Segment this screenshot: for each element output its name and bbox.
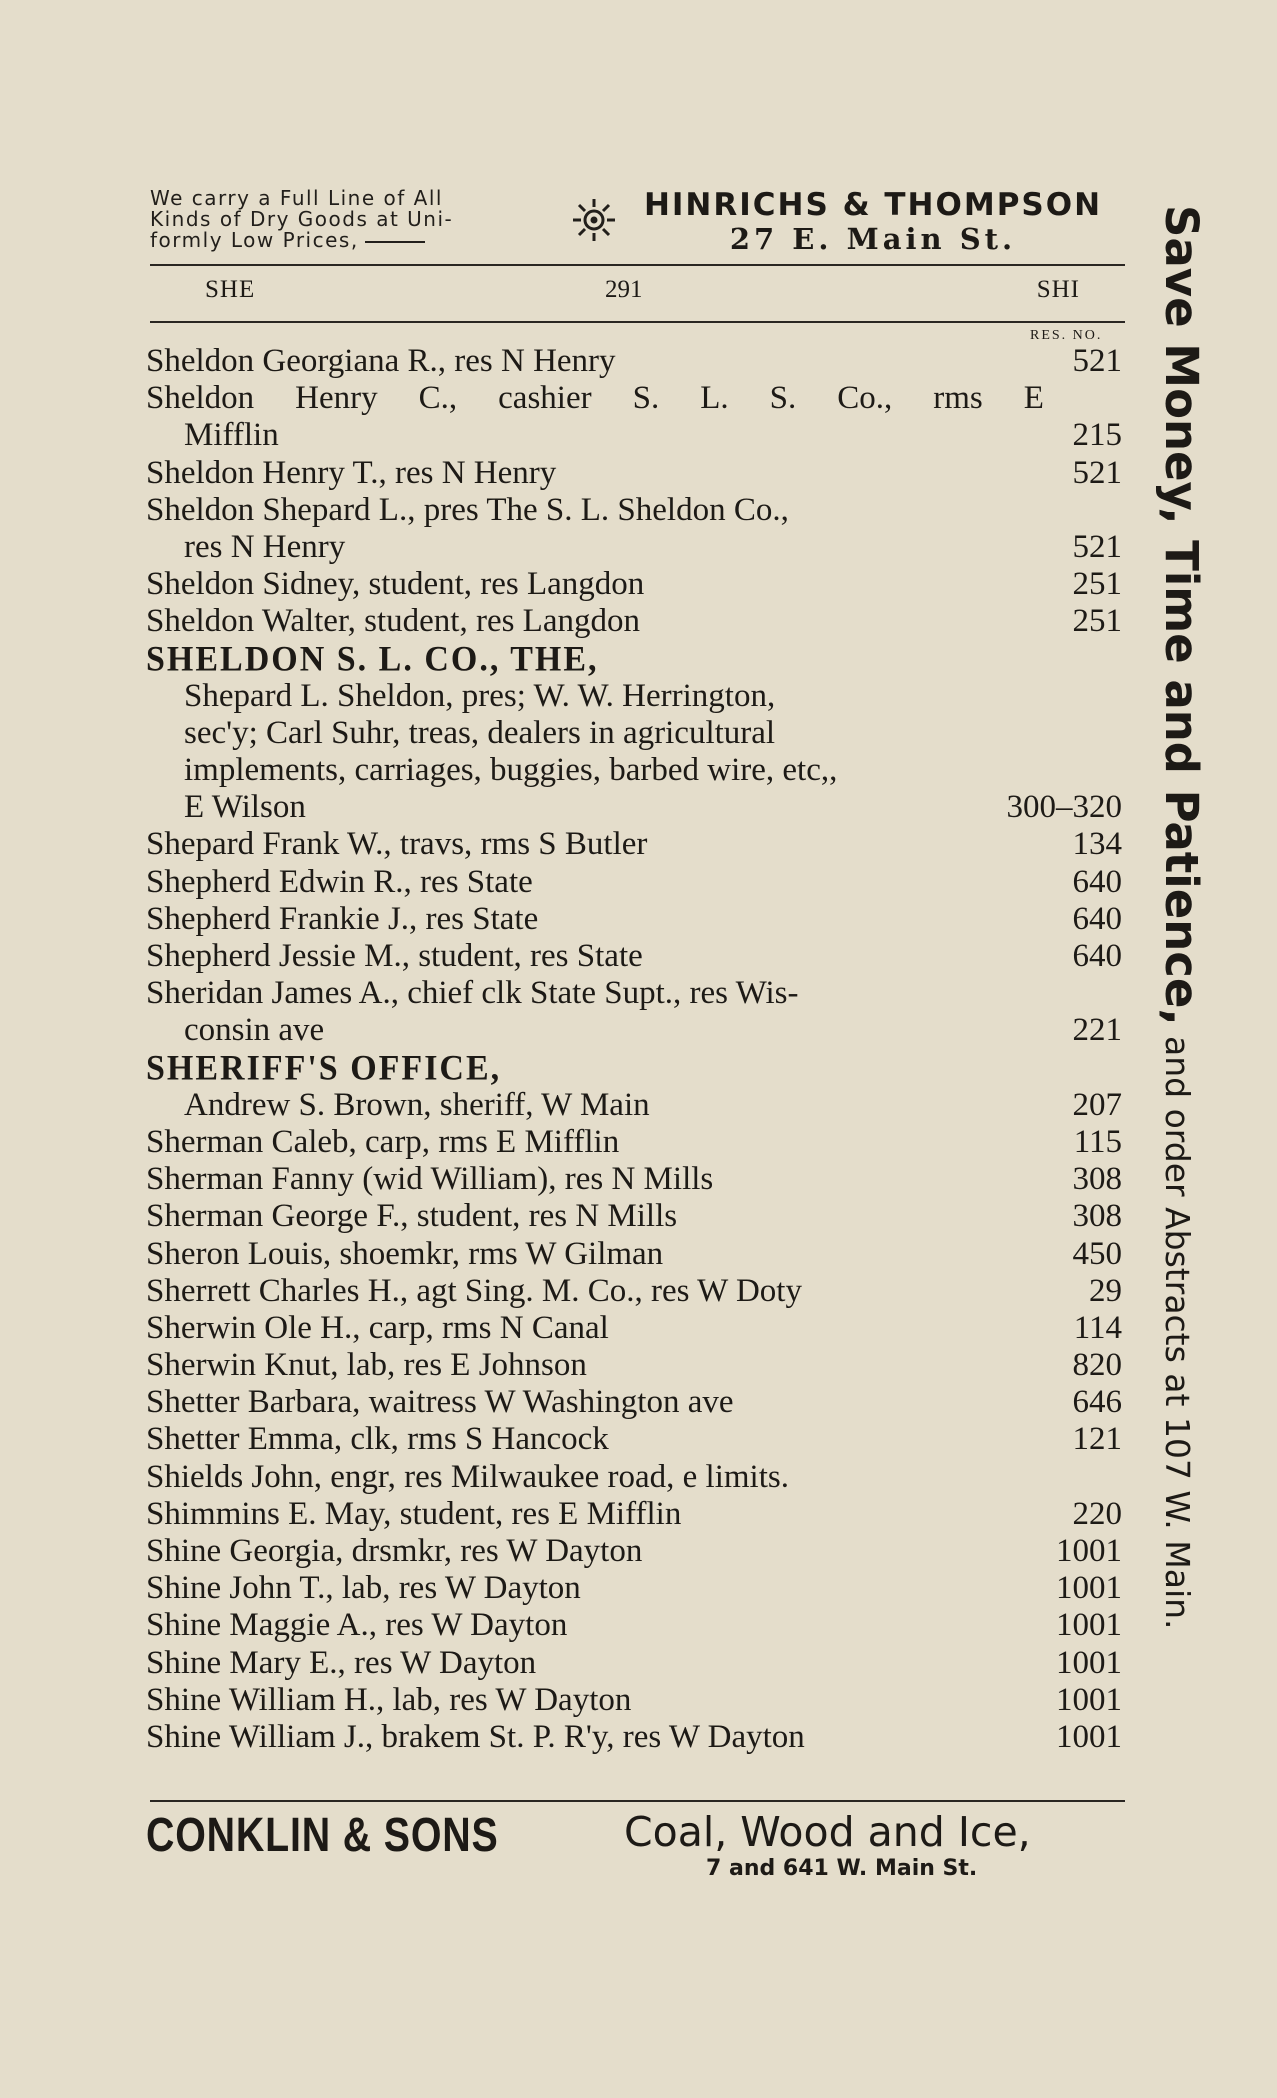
list-item: sec'y; Carl Suhr, treas, dealers in agricultural [184, 714, 776, 751]
list-item: Shields John, engr, res Milwaukee road, e limits. [146, 1458, 789, 1495]
list-item: Shine Mary E., res W Dayton 1001 [146, 1644, 1122, 1681]
list-item: Sherwin Knut, lab, res E Johnson 820 [146, 1347, 1122, 1384]
footer-firm-name: CONKLIN & SONS [146, 1809, 499, 1862]
list-item: Shine Georgia, drsmkr, res W Dayton 1001 [146, 1533, 1122, 1569]
column-label: RES. NO. [1030, 328, 1103, 343]
ad-firm-name: HINRICHS & THOMPSON [643, 187, 1103, 223]
ornamental-dash [365, 241, 425, 243]
list-item: Sheldon Shepard L., pres The S. L. Sheldon Co., [146, 491, 789, 528]
list-item: Sherwin Ole H., carp, rms N Canal 114 [146, 1309, 1122, 1346]
footer-tagline: Coal, Wood and Ice, [624, 1808, 1031, 1856]
list-item: Shimmins E. May, student, res E Mifflin 220 [146, 1495, 1122, 1532]
list-item: Sherman George F., student, res N Mills 308 [146, 1198, 1122, 1235]
list-item: Shepherd Jessie M., student, res State 640 [146, 938, 1122, 974]
list-item: res N Henry 521 [184, 528, 1122, 565]
list-item: Sherman Fanny (wid William), res N Mills 308 [146, 1161, 1122, 1198]
list-item: Shepherd Frankie J., res State 640 [146, 900, 1122, 937]
list-item: Shetter Emma, clk, rms S Hancock 121 [146, 1421, 1122, 1458]
list-item: Mifflin 215 [184, 417, 1122, 454]
list-item: Sherman Caleb, carp, rms E Mifflin 115 [146, 1123, 1122, 1160]
ad-slogan-line: Kinds of Dry Goods at Uni- [150, 207, 454, 231]
list-item: Sheldon Henry T., res N Henry 521 [146, 454, 1122, 491]
ad-firm-block [638, 188, 1108, 256]
ad-slogan-line: formly Low Prices, [150, 230, 570, 251]
business-heading: SHERIFF'S OFFICE, [146, 1048, 502, 1088]
side-ad-headline: Save Money, Time and Patience, [1155, 205, 1208, 1026]
guide-word-first: SHE [205, 276, 256, 303]
list-item: Andrew S. Brown, sheriff, W Main 207 [184, 1086, 1122, 1123]
header-advertisement [150, 188, 1130, 258]
list-item: Sherrett Charles H., agt Sing. M. Co., res W Doty 29 [146, 1272, 1122, 1309]
list-item: Shine William J., brakem St. P. R'y, res W Dayton 1001 [146, 1718, 1122, 1755]
side-advertisement [1148, 205, 1208, 1875]
list-item: Shine William H., lab, res W Dayton 1001 [146, 1681, 1122, 1718]
list-item: Shepard Frank W., travs, rms S Butler 134 [146, 826, 1122, 863]
footer-advertisement [146, 1808, 1126, 1888]
business-heading: SHELDON S. L. CO., THE, [146, 639, 599, 679]
list-item: Sheldon Henry C., cashier S. L. S. Co., rms E [146, 380, 1044, 417]
list-item: Shine Maggie A., res W Dayton 1001 [146, 1607, 1122, 1644]
ad-firm-address: 27 E. Main St. [729, 222, 1017, 256]
page-number: 291 [605, 276, 643, 303]
list-item: Shepherd Edwin R., res State 640 [146, 863, 1122, 900]
list-item: Shetter Barbara, waitress W Washington ave 646 [146, 1384, 1122, 1421]
list-item: Sheron Louis, shoemkr, rms W Gilman 450 [146, 1235, 1122, 1272]
guide-word-last: SHI [1036, 276, 1080, 303]
list-item: Sheridan James A., chief clk State Supt., res Wis- [146, 975, 799, 1012]
running-head-rule [150, 321, 1125, 323]
list-item: E Wilson 300–320 [184, 789, 1122, 826]
list-item: Sheldon Sidney, student, res Langdon 251 [146, 566, 1122, 603]
side-ad-tagline: and order Abstracts at 107 W. Main. [1158, 1025, 1197, 1630]
list-item: Shepard L. Sheldon, pres; W. W. Herrington, [184, 677, 776, 714]
directory-listing [146, 343, 1124, 1756]
footer-rule [150, 1800, 1125, 1802]
list-item: implements, carriages, buggies, barbed wire, etc,, [184, 752, 838, 789]
ad-slogan-line: We carry a Full Line of All [150, 186, 443, 210]
ad-slogan [150, 188, 570, 251]
sun-ornament-icon [572, 198, 616, 242]
running-head [150, 276, 1125, 310]
header-rule [150, 264, 1125, 266]
list-item: Shine John T., lab, res W Dayton 1001 [146, 1570, 1122, 1607]
list-item: Sheldon Walter, student, res Langdon 251 [146, 603, 1122, 640]
list-item: Sheldon Georgiana R., res N Henry 521 [146, 343, 1122, 379]
footer-address: 7 and 641 W. Main St. [706, 1856, 978, 1881]
list-item: consin ave 221 [184, 1012, 1122, 1049]
